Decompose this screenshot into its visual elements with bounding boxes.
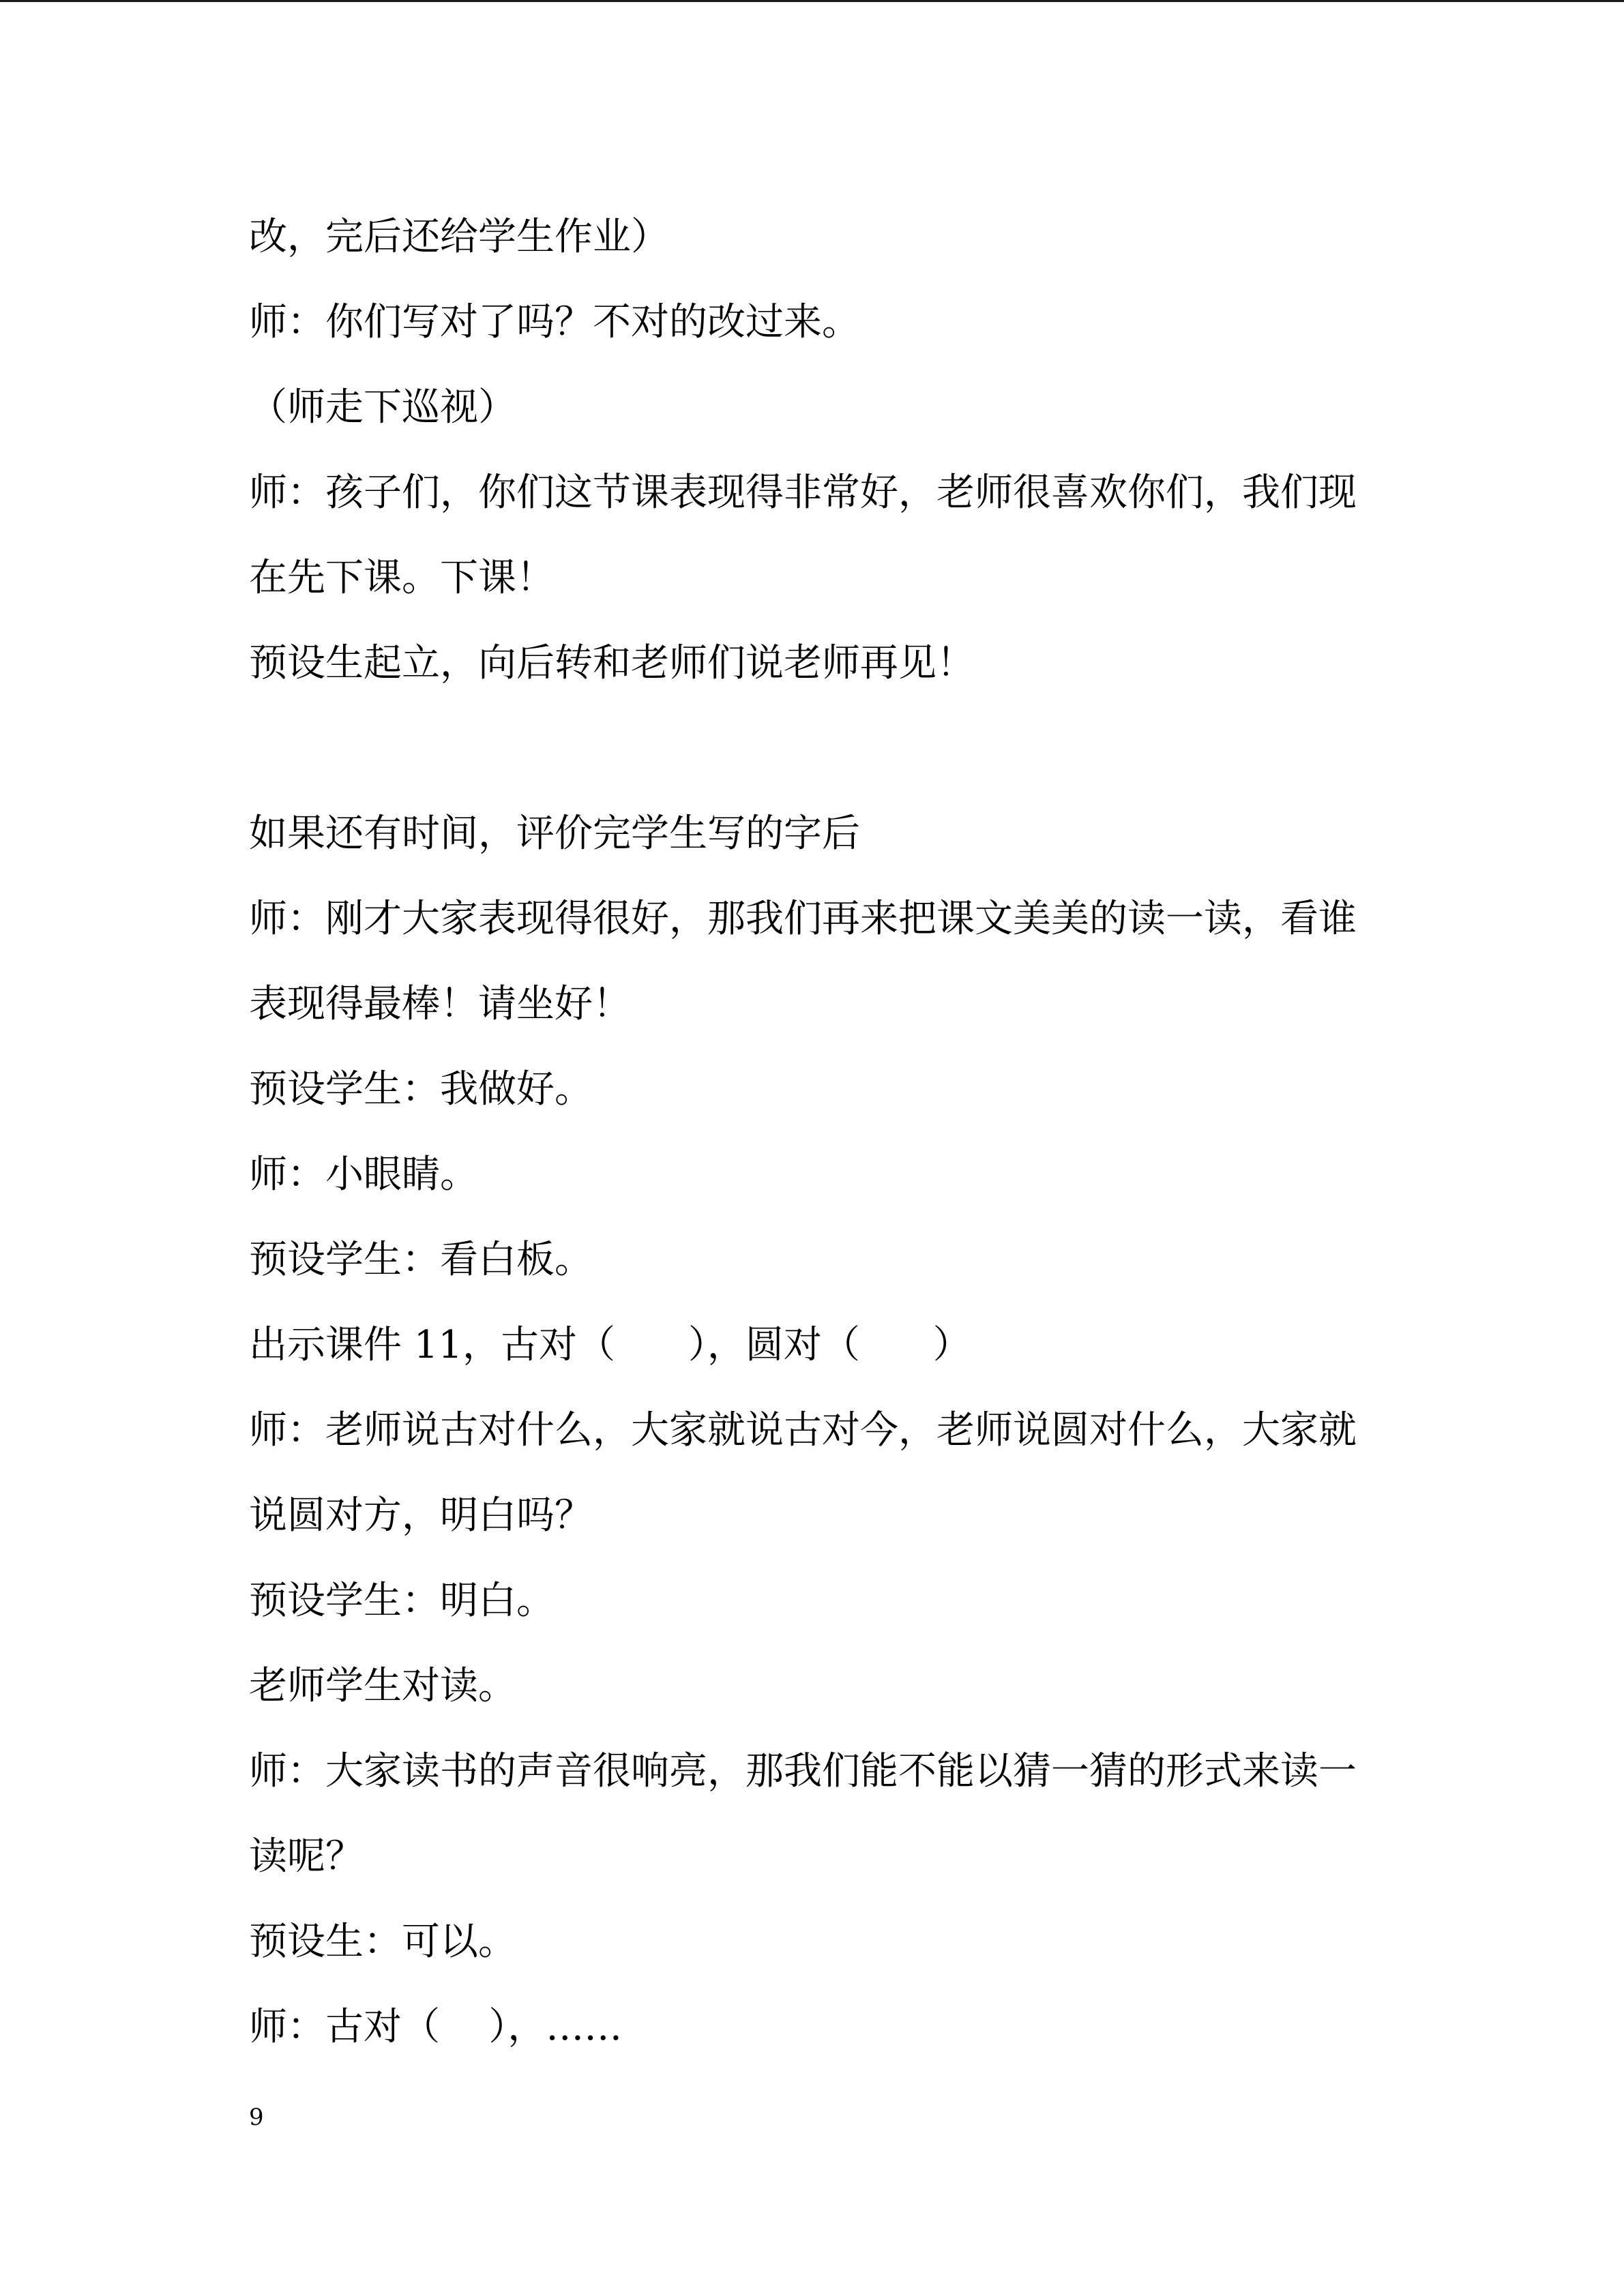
- text-line: 师：老师说古对什么，大家就说古对今，老师说圆对什么，大家就: [249, 1408, 1357, 1452]
- text-line: 师：大家读书的声音很响亮，那我们能不能以猜一猜的形式来读一: [249, 1749, 1357, 1793]
- text-line: （师走下巡视）: [249, 385, 516, 430]
- text-line: 老师学生对读。: [249, 1664, 516, 1708]
- text-line: 在先下课。下课！: [249, 556, 555, 600]
- text-line: 说圆对方，明白吗？: [249, 1493, 593, 1538]
- text-line: 师：你们写对了吗？不对的改过来。: [249, 300, 860, 344]
- text-line: 预设学生：看白板。: [249, 1238, 593, 1282]
- text-line: 表现得最棒！请坐好！: [249, 982, 631, 1026]
- blank-line: [249, 706, 1381, 791]
- text-line: 预设学生：明白。: [249, 1579, 555, 1623]
- text-line: 出示课件 11，古对（ ），圆对（ ）: [249, 1323, 971, 1367]
- text-line: 师：孩子们，你们这节课表现得非常好，老师很喜欢你们，我们现: [249, 471, 1357, 515]
- page-top-edge: [0, 0, 1624, 2]
- text-line: 读呢？: [249, 1834, 364, 1879]
- text-line: 如果还有时间，评价完学生写的字后: [249, 811, 860, 856]
- text-line: 预设学生：我做好。: [249, 1067, 593, 1112]
- text-line: 预设生起立，向后转和老师们说老师再见！: [249, 641, 975, 685]
- document-body: [249, 194, 1381, 2070]
- text-line: 预设生：可以。: [249, 1920, 516, 1964]
- page-number: 9: [249, 2104, 264, 2131]
- text-line: 师：古对（ ），……: [249, 2005, 623, 2049]
- text-line: 师：小眼睛。: [249, 1152, 478, 1197]
- text-line: 改，完后还给学生作业）: [249, 215, 669, 259]
- text-line: 师：刚才大家表现得很好，那我们再来把课文美美的读一读，看谁: [249, 897, 1357, 941]
